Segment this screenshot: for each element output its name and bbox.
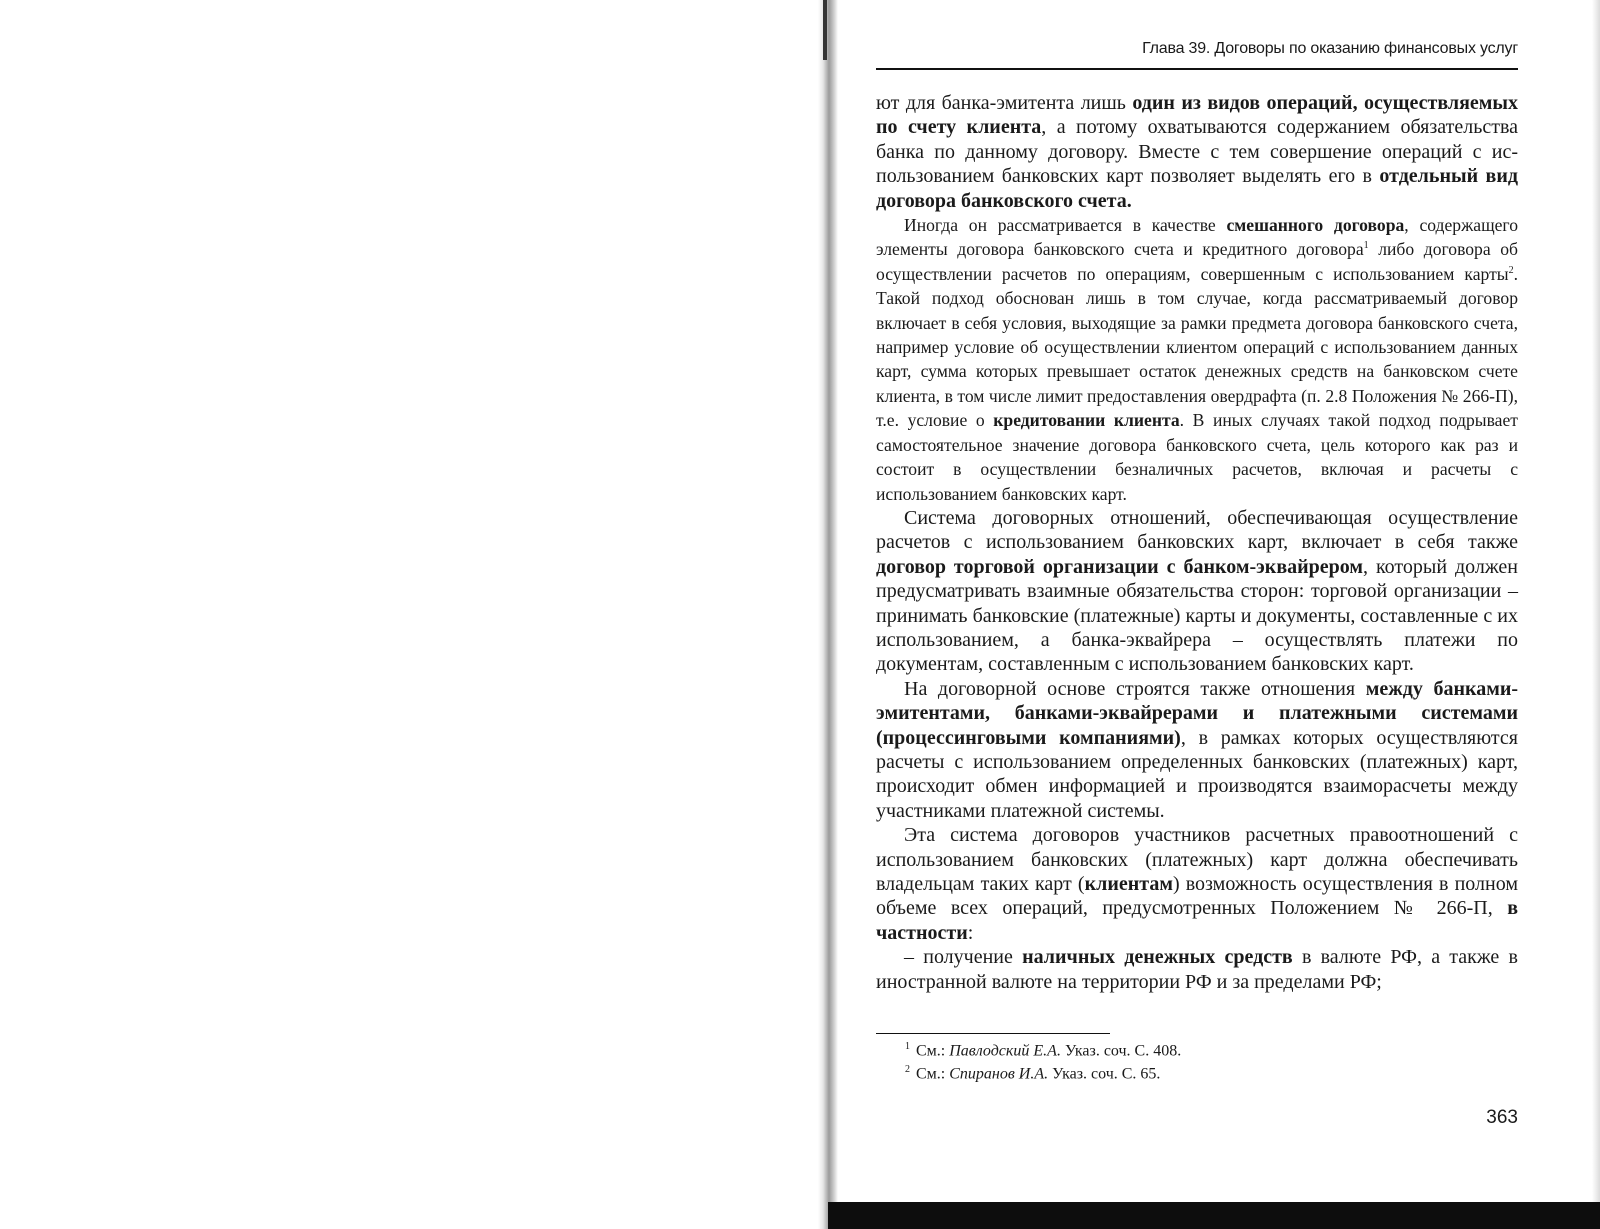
text-run: Эта система договоров участников расчетных правоотношений с использованием банковских (платежных) карт должна обеспечивать владельцам таких карт ( [876,824,1518,895]
footnote-author: Спиранов И.А. [949,1065,1049,1083]
text-run: . В иных случаях такой подход подрывает самостоятельное значение договора банковского счета, цель которого как раз и состоит в осуществлении безналичных расчетов, включая и расчеты с использованием банковских карт. [876,410,1518,504]
footnote-2 [905,1060,1160,1084]
text-run: . Такой подход обоснован лишь в том случае, когда рассматриваемый договор включает в себя условия, выходящие за рамки предмета договора банковского счета, например условие об осуществлении клиентом операций с использованием данных карт, сумма которых превышает остаток денежных средств на банковском счете клиента, в том числе лимит предоставления овердрафта (п. 2.8 Положения № 266-П), т.е. условие о [876,263,1518,431]
text-run: , содержащего элементы договора банковского счета и кредитного договора [876,215,1518,260]
paragraph [876,677,1518,823]
text-run: либо договора об осуществлении расчетов по операциям, совершенным с использованием карты [876,239,1518,284]
bold-term: кредитовании клиента [993,410,1180,431]
page-edge-shadow [1592,0,1600,1202]
text-run: , в рамках которых осуществляются расчеты с использованием определенных банковских (платежных) карт, происходит обмен информацией и производятся взаиморасчеты между участниками платежной системы. [876,726,1518,822]
bold-term: между банками-эмитентами, банками-эквайрерами и платежными системами (процессинговыми компаниями) [876,677,1519,749]
bold-term: в частности [876,897,1518,944]
footnote-1 [905,1037,1181,1061]
text-run: в валюте РФ, а также в иностранной валюте на территории РФ и за пределами РФ; [876,946,1518,993]
footnote-ref: 1 [1363,240,1369,252]
book-gutter-shadow [818,0,838,1229]
paragraph [876,945,1518,994]
footnote-prefix: См.: [916,1042,950,1060]
footnote-prefix: См.: [916,1065,950,1083]
footnote-ref: 2 [1508,264,1514,276]
paragraph [876,506,1518,677]
text-run: Иногда он рассматривается в качестве [904,215,1227,236]
running-head: Глава 39. Договоры по оказанию финансовых услуг [1142,40,1518,57]
header-rule [876,68,1518,70]
text-run: , а потому охватываются содержанием обязательства банка по данному договору. Вместе с тем совершение операций с использованием банковских карт позволяет выделять его в [876,116,1518,188]
footnote-mark: 1 [905,1041,910,1052]
bold-term: отдельный вид договора банковского счета. [876,165,1518,212]
text-run: – получение [904,946,1023,969]
paragraph [876,91,1518,213]
paragraph [876,823,1518,945]
page-number: 363 [1486,1107,1518,1128]
text-run: : [967,921,974,944]
text-run: На договорной основе строятся также отношения [904,677,1366,700]
paragraph [876,213,1518,506]
bold-term: смешанного договора [1226,215,1405,236]
scan-bottom-border [828,1202,1600,1229]
bold-term: клиентам [1084,873,1173,895]
footnote-mark: 2 [905,1064,910,1075]
footnote-author: Павлодский Е.А. [949,1042,1061,1060]
footnote-rule [876,1033,1110,1034]
binding-mark [823,0,827,60]
text-run: ют для банка-эмитента лишь [876,92,1133,114]
bold-term: договор торговой организации с банком-эквайрером [876,555,1364,578]
footnote-reference: Указ. соч. С. 408. [1060,1042,1182,1060]
body-text [876,91,1518,994]
text-run: , который должен предусматривать взаимные обязательства сторон: торговой организации – принимать банковские (платежные) карты и документы, составленные с их использованием, а банка-эквайрера – осуществлять платежи по документам, составленным с использованием банковских карт. [876,555,1518,676]
text-run: ) возможность осуществления в полном объеме всех операций, предусмотренных Положением № 266-П, [876,873,1518,920]
bold-term: наличных денежных средств [1022,946,1293,969]
footnote-reference: Указ. соч. С. 65. [1048,1065,1161,1083]
bold-term: один из видов операций, осуществляемых по счету клиента [876,92,1519,139]
text-run: Система договорных отношений, обеспечивающая осуществление расчетов с использованием банковских карт, включает в себя также [876,506,1518,554]
